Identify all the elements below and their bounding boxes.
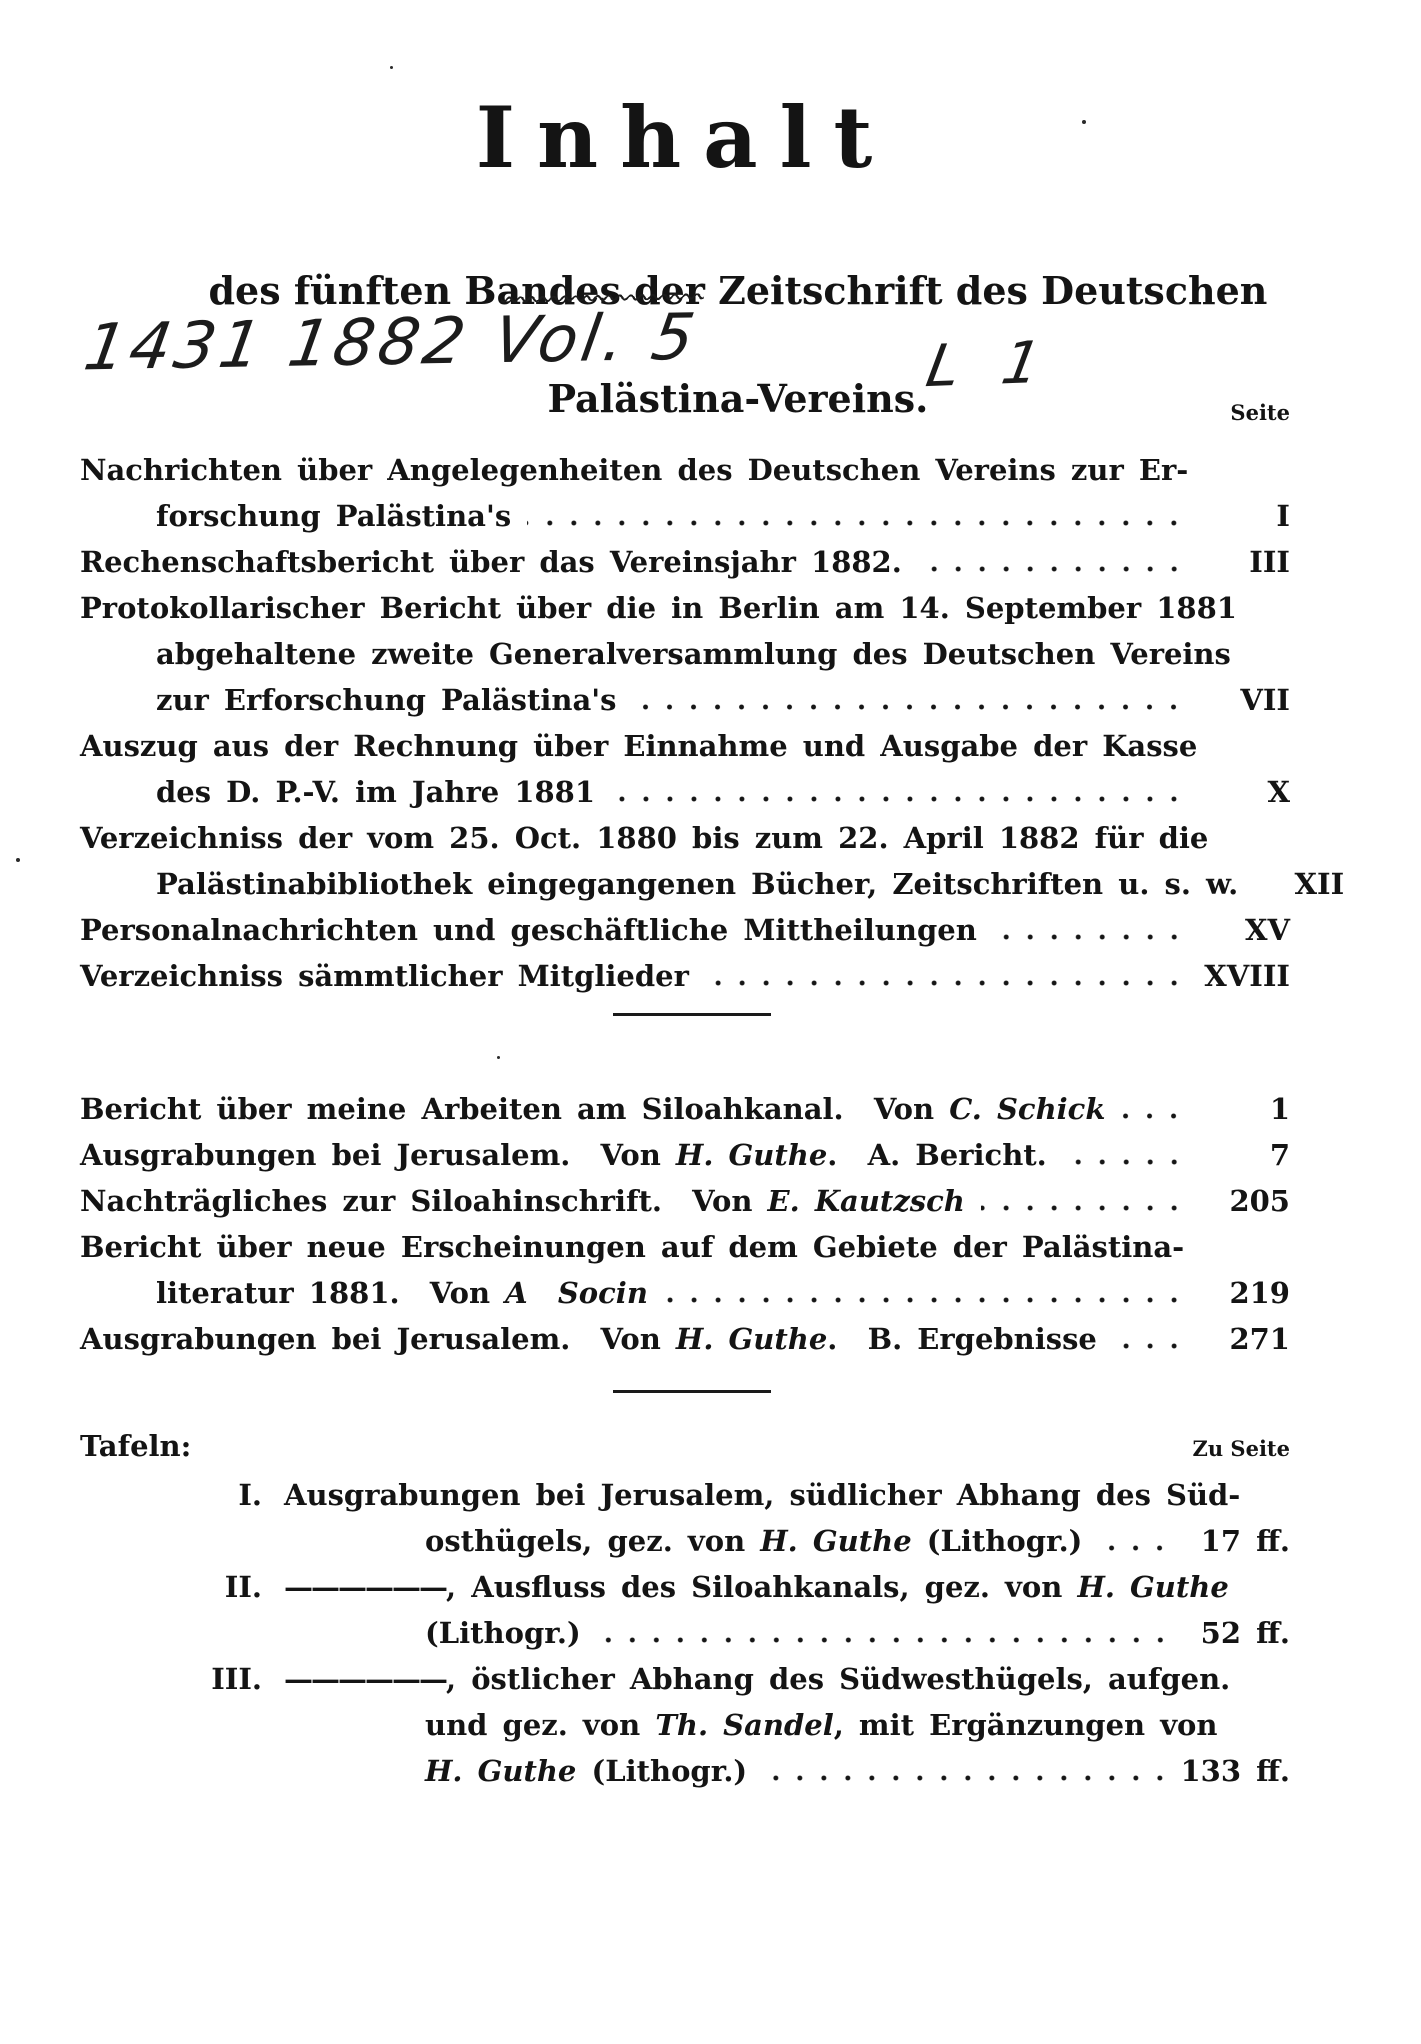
toc-line bbox=[80, 769, 1290, 815]
page-content bbox=[79, 0, 1345, 1794]
scan-speck bbox=[16, 858, 20, 862]
toc-line bbox=[80, 493, 1290, 539]
entry-text-segment: , Ausfluss des Siloahkanals, gez. von bbox=[446, 1570, 1078, 1604]
toc-line bbox=[80, 539, 1290, 585]
entry-text-segment: Ausgrabungen bei Jerusalem. Von bbox=[80, 1138, 676, 1172]
section-divider bbox=[613, 1390, 771, 1393]
entry-text bbox=[80, 1316, 1097, 1362]
author-name: A Socin bbox=[505, 1276, 648, 1310]
dot-leader bbox=[981, 1178, 1190, 1224]
entry-text: forschung Palästina's bbox=[156, 499, 512, 533]
articles-toc bbox=[80, 1086, 1290, 1362]
entry-text-segment: , östlicher Abhang des Südwesthügels, aufgen. bbox=[446, 1662, 1231, 1696]
entry-text-segment: Ausgrabungen bei Jerusalem. Von bbox=[80, 1322, 676, 1356]
ditto-dash: —————— bbox=[284, 1570, 446, 1604]
toc-line bbox=[80, 861, 1345, 907]
author-name: H. Guthe bbox=[760, 1524, 912, 1558]
plate-numeral: I. bbox=[238, 1478, 262, 1512]
toc-line bbox=[80, 1316, 1290, 1362]
author-name: H. Guthe bbox=[675, 1138, 828, 1172]
entry-text: Ausgrabungen bei Jerusalem, südlicher Abhang des Süd- bbox=[284, 1478, 1241, 1512]
entry-text: abgehaltene zweite Generalversammlung des Deutschen Vereins bbox=[156, 637, 1231, 671]
dot-leader bbox=[1098, 1518, 1176, 1564]
entry-text bbox=[80, 1178, 965, 1224]
toc-line bbox=[80, 1224, 1290, 1270]
plate-line bbox=[80, 1656, 1290, 1702]
page-number: III bbox=[1249, 545, 1290, 579]
handwritten-annotation bbox=[79, 300, 1290, 426]
plate-line bbox=[80, 1518, 1290, 1564]
toc-line bbox=[80, 815, 1290, 861]
plate-line bbox=[80, 1748, 1290, 1794]
page-number: 271 bbox=[1229, 1322, 1290, 1356]
entry-text: Verzeichniss der vom 25. Oct. 1880 bis zum 22. April 1882 für die bbox=[80, 821, 1209, 855]
entry-text-segment: Bericht über meine Arbeiten am Siloahkanal. Von bbox=[80, 1092, 950, 1126]
dot-leader bbox=[1063, 1132, 1190, 1178]
entry-text: Protokollarischer Bericht über die in Berlin am 14. September 1881 bbox=[80, 591, 1237, 625]
entry-text: (Lithogr.) bbox=[425, 1616, 581, 1650]
dot-leader bbox=[611, 769, 1190, 815]
dot-leader bbox=[632, 677, 1190, 723]
toc-line bbox=[80, 1178, 1290, 1224]
page-number: 219 bbox=[1229, 1276, 1290, 1310]
entry-text-segment: (Lithogr.) bbox=[911, 1524, 1083, 1558]
entry-text-segment: , mit Ergänzungen von bbox=[833, 1708, 1218, 1742]
toc-line bbox=[80, 585, 1290, 631]
dot-leader bbox=[664, 1270, 1190, 1316]
entry-text bbox=[425, 1748, 747, 1794]
toc-line bbox=[80, 1270, 1290, 1316]
toc-line bbox=[80, 723, 1290, 769]
plate-line bbox=[80, 1610, 1290, 1656]
page-number: 1 bbox=[1269, 1092, 1290, 1126]
page-number: I bbox=[1276, 499, 1290, 533]
plate-numeral: III. bbox=[211, 1662, 262, 1696]
plate-numeral: II. bbox=[224, 1570, 262, 1604]
plates-header bbox=[80, 1423, 1290, 1472]
toc-line bbox=[80, 953, 1290, 999]
entry-text-segment: Nachträgliches zur Siloahinschrift. Von bbox=[80, 1184, 768, 1218]
page-number: XV bbox=[1244, 913, 1290, 947]
page-number: 17 ff. bbox=[1200, 1524, 1290, 1558]
entry-text: Personalnachrichten und geschäftliche Mittheilungen bbox=[80, 913, 977, 947]
page-number: XVIII bbox=[1204, 959, 1290, 993]
entry-text-segment: (Lithogr.) bbox=[576, 1754, 748, 1788]
author-name: H. Guthe bbox=[1077, 1570, 1229, 1604]
author-name: H. Guthe bbox=[425, 1754, 577, 1788]
entry-text-segment: und gez. von bbox=[425, 1708, 656, 1742]
entry-text: Rechenschaftsbericht über das Vereinsjahr 1882. bbox=[80, 545, 902, 579]
handwritten-number: 1431 1882 bbox=[79, 304, 475, 386]
page-number: XII bbox=[1294, 867, 1345, 901]
subtitle-line2: Palästina-Vereins. bbox=[547, 376, 929, 421]
seite-column-label: Seite bbox=[1230, 400, 1290, 425]
author-name: E. Kautzsch bbox=[767, 1184, 965, 1218]
handwritten-volume: Vol. 5 bbox=[488, 300, 704, 379]
toc-line bbox=[80, 677, 1290, 723]
entry-text: des D. P.-V. im Jahre 1881 bbox=[156, 775, 596, 809]
dot-leader bbox=[918, 539, 1190, 585]
entry-text bbox=[425, 1518, 1082, 1564]
page-number: 133 ff. bbox=[1180, 1754, 1290, 1788]
entry-text bbox=[156, 1270, 648, 1316]
plates-toc bbox=[80, 1423, 1290, 1794]
handwritten-catalog-number bbox=[79, 301, 703, 386]
plate-line bbox=[80, 1472, 1290, 1518]
subtitle-line1: des fünften Bandes der Zeitschrift des Deutschen bbox=[208, 268, 1268, 313]
toc-line bbox=[80, 1086, 1290, 1132]
entry-text-segment: . A. Bericht. bbox=[827, 1138, 1047, 1172]
page-number: 7 bbox=[1269, 1138, 1290, 1172]
entry-text: Palästinabibliothek eingegangenen Bücher, Zeitschriften u. s. w. bbox=[156, 867, 1239, 901]
entry-text: Bericht über neue Erscheinungen auf dem Gebiete der Palästina- bbox=[80, 1230, 1185, 1264]
dot-leader bbox=[597, 1610, 1176, 1656]
author-name: H. Guthe bbox=[675, 1322, 828, 1356]
toc-line bbox=[80, 907, 1290, 953]
plates-label: Tafeln: bbox=[80, 1429, 192, 1463]
page-number: 52 ff. bbox=[1200, 1616, 1290, 1650]
entry-text-segment: osthügels, gez. von bbox=[425, 1524, 761, 1558]
page-number: X bbox=[1267, 775, 1290, 809]
entry-text bbox=[80, 1086, 1105, 1132]
plate-line bbox=[80, 1702, 1290, 1748]
entry-text: zur Erforschung Palästina's bbox=[156, 683, 617, 717]
entry-text: Auszug aus der Rechnung über Einnahme und Ausgabe der Kasse bbox=[80, 729, 1198, 763]
entry-text-segment: literatur 1881. Von bbox=[156, 1276, 506, 1310]
toc-line bbox=[80, 631, 1290, 677]
author-name: Th. Sandel bbox=[655, 1708, 834, 1742]
ditto-dash: —————— bbox=[284, 1662, 446, 1696]
handwritten-shelf-mark: L 1 bbox=[921, 327, 1059, 401]
front-matter-toc bbox=[80, 447, 1345, 999]
dot-leader bbox=[705, 953, 1190, 999]
author-name: C. Schick bbox=[949, 1092, 1106, 1126]
page-title: Inhalt bbox=[475, 88, 895, 187]
zu-seite-column-label: Zu Seite bbox=[1192, 1436, 1290, 1461]
section-divider bbox=[613, 1013, 771, 1016]
entry-text bbox=[284, 1656, 1230, 1702]
dot-leader bbox=[763, 1748, 1176, 1794]
page-header bbox=[80, 0, 1290, 447]
entry-text: Nachrichten über Angelegenheiten des Deutschen Vereins zur Er- bbox=[80, 453, 1189, 487]
dot-leader bbox=[993, 907, 1190, 953]
entry-text-segment: . B. Ergebnisse bbox=[827, 1322, 1097, 1356]
toc-line bbox=[80, 1132, 1290, 1178]
plate-line bbox=[80, 1564, 1290, 1610]
dot-leader bbox=[1113, 1316, 1190, 1362]
entry-text bbox=[80, 1132, 1047, 1178]
dot-leader bbox=[1121, 1086, 1190, 1132]
dot-leader bbox=[527, 493, 1190, 539]
entry-text bbox=[425, 1702, 1217, 1748]
page-number: 205 bbox=[1229, 1184, 1290, 1218]
page-number: VII bbox=[1240, 683, 1290, 717]
entry-text: Verzeichniss sämmtlicher Mitglieder bbox=[80, 959, 689, 993]
entry-text bbox=[284, 1564, 1229, 1610]
